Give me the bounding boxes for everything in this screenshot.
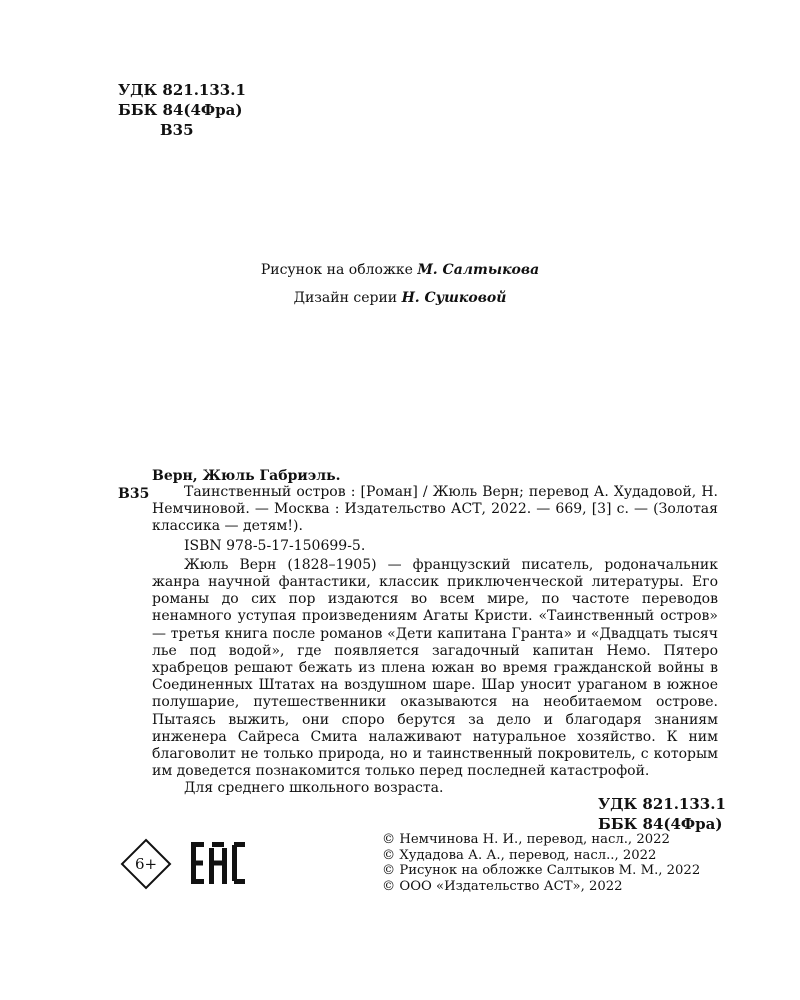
copyright-line: © Худадова А. А., перевод, насл.., 2022 bbox=[382, 847, 657, 863]
record-title-block: Таинственный остров : [Роман] / Жюль Верн; перевод А. Худадовой, Н. Немчиновой. — Москва : Издательство АСТ, 2022. — 669, [3] с. — (Золотая классика — детям!). bbox=[152, 484, 718, 535]
record-annotation: Жюль Верн (1828–1905) — французский писатель, родоначальник жанра научной фантастики, классик приключенческой литературы. Его романы до сих пор издаются во всем мире, по частоте переводов ненамного уступая произведениям Агаты Кристи. «Таинственный остров» — третья книга после романов «Дети капитана Гранта» и «Двадцать тысяч лье под водой», где появляется загадочный капитан Немо. Пятеро храбрецов решают бежать из плена южан во время гражданской войны в Соединенных Штатах на воздушном шаре. Шар уносит ураганом в южное полушарие, путешественники оказываются на необитаемом острове. Пытаясь выжить, они споро берутся за дело и благодаря знаниям инженера Сайреса Смита налаживают натуральное хозяйство. К ним благоволит не только природа, но и таинственный покровитель, с которым им доведется познакомится только перед последней катастрофой. bbox=[152, 556, 718, 780]
series-designer: Н. Сушковой bbox=[401, 290, 507, 306]
udk-code: УДК 821.133.1 bbox=[118, 81, 246, 99]
cover-credit-label: Рисунок на обложке bbox=[260, 262, 418, 278]
age-rating-text: 6+ bbox=[134, 855, 158, 873]
record-author: Верн, Жюль Габриэль. bbox=[152, 468, 341, 484]
udk-code-bottom: УДК 821.133.1 bbox=[598, 795, 726, 813]
copyright-line: © Немчинова Н. И., перевод, насл., 2022 bbox=[382, 832, 670, 847]
cover-credit bbox=[0, 262, 800, 278]
record-code: В35 bbox=[118, 486, 150, 502]
bibliographic-record bbox=[152, 484, 718, 798]
record-isbn: ISBN 978-5-17-150699-5. bbox=[184, 537, 366, 554]
eac-mark-icon bbox=[191, 842, 245, 884]
age-rating-icon bbox=[120, 838, 172, 890]
copyright-line: © Рисунок на обложке Салтыков М. М., 2022 bbox=[382, 863, 701, 878]
copyright-block bbox=[382, 832, 700, 894]
cover-artist: М. Салтыкова bbox=[417, 262, 540, 278]
design-credit bbox=[0, 290, 800, 306]
classification-bottom bbox=[598, 794, 726, 834]
bbk-code-bottom: ББК 84(4Фра) bbox=[598, 815, 723, 833]
author-sign: В35 bbox=[160, 121, 194, 139]
classification-top bbox=[118, 80, 246, 140]
copyright-line: © ООО «Издательство АСТ», 2022 bbox=[382, 878, 623, 894]
design-credit-label: Дизайн серии bbox=[293, 290, 402, 306]
bbk-code: ББК 84(4Фра) bbox=[118, 101, 243, 119]
record-audience: Для среднего школьного возраста. bbox=[184, 780, 444, 797]
